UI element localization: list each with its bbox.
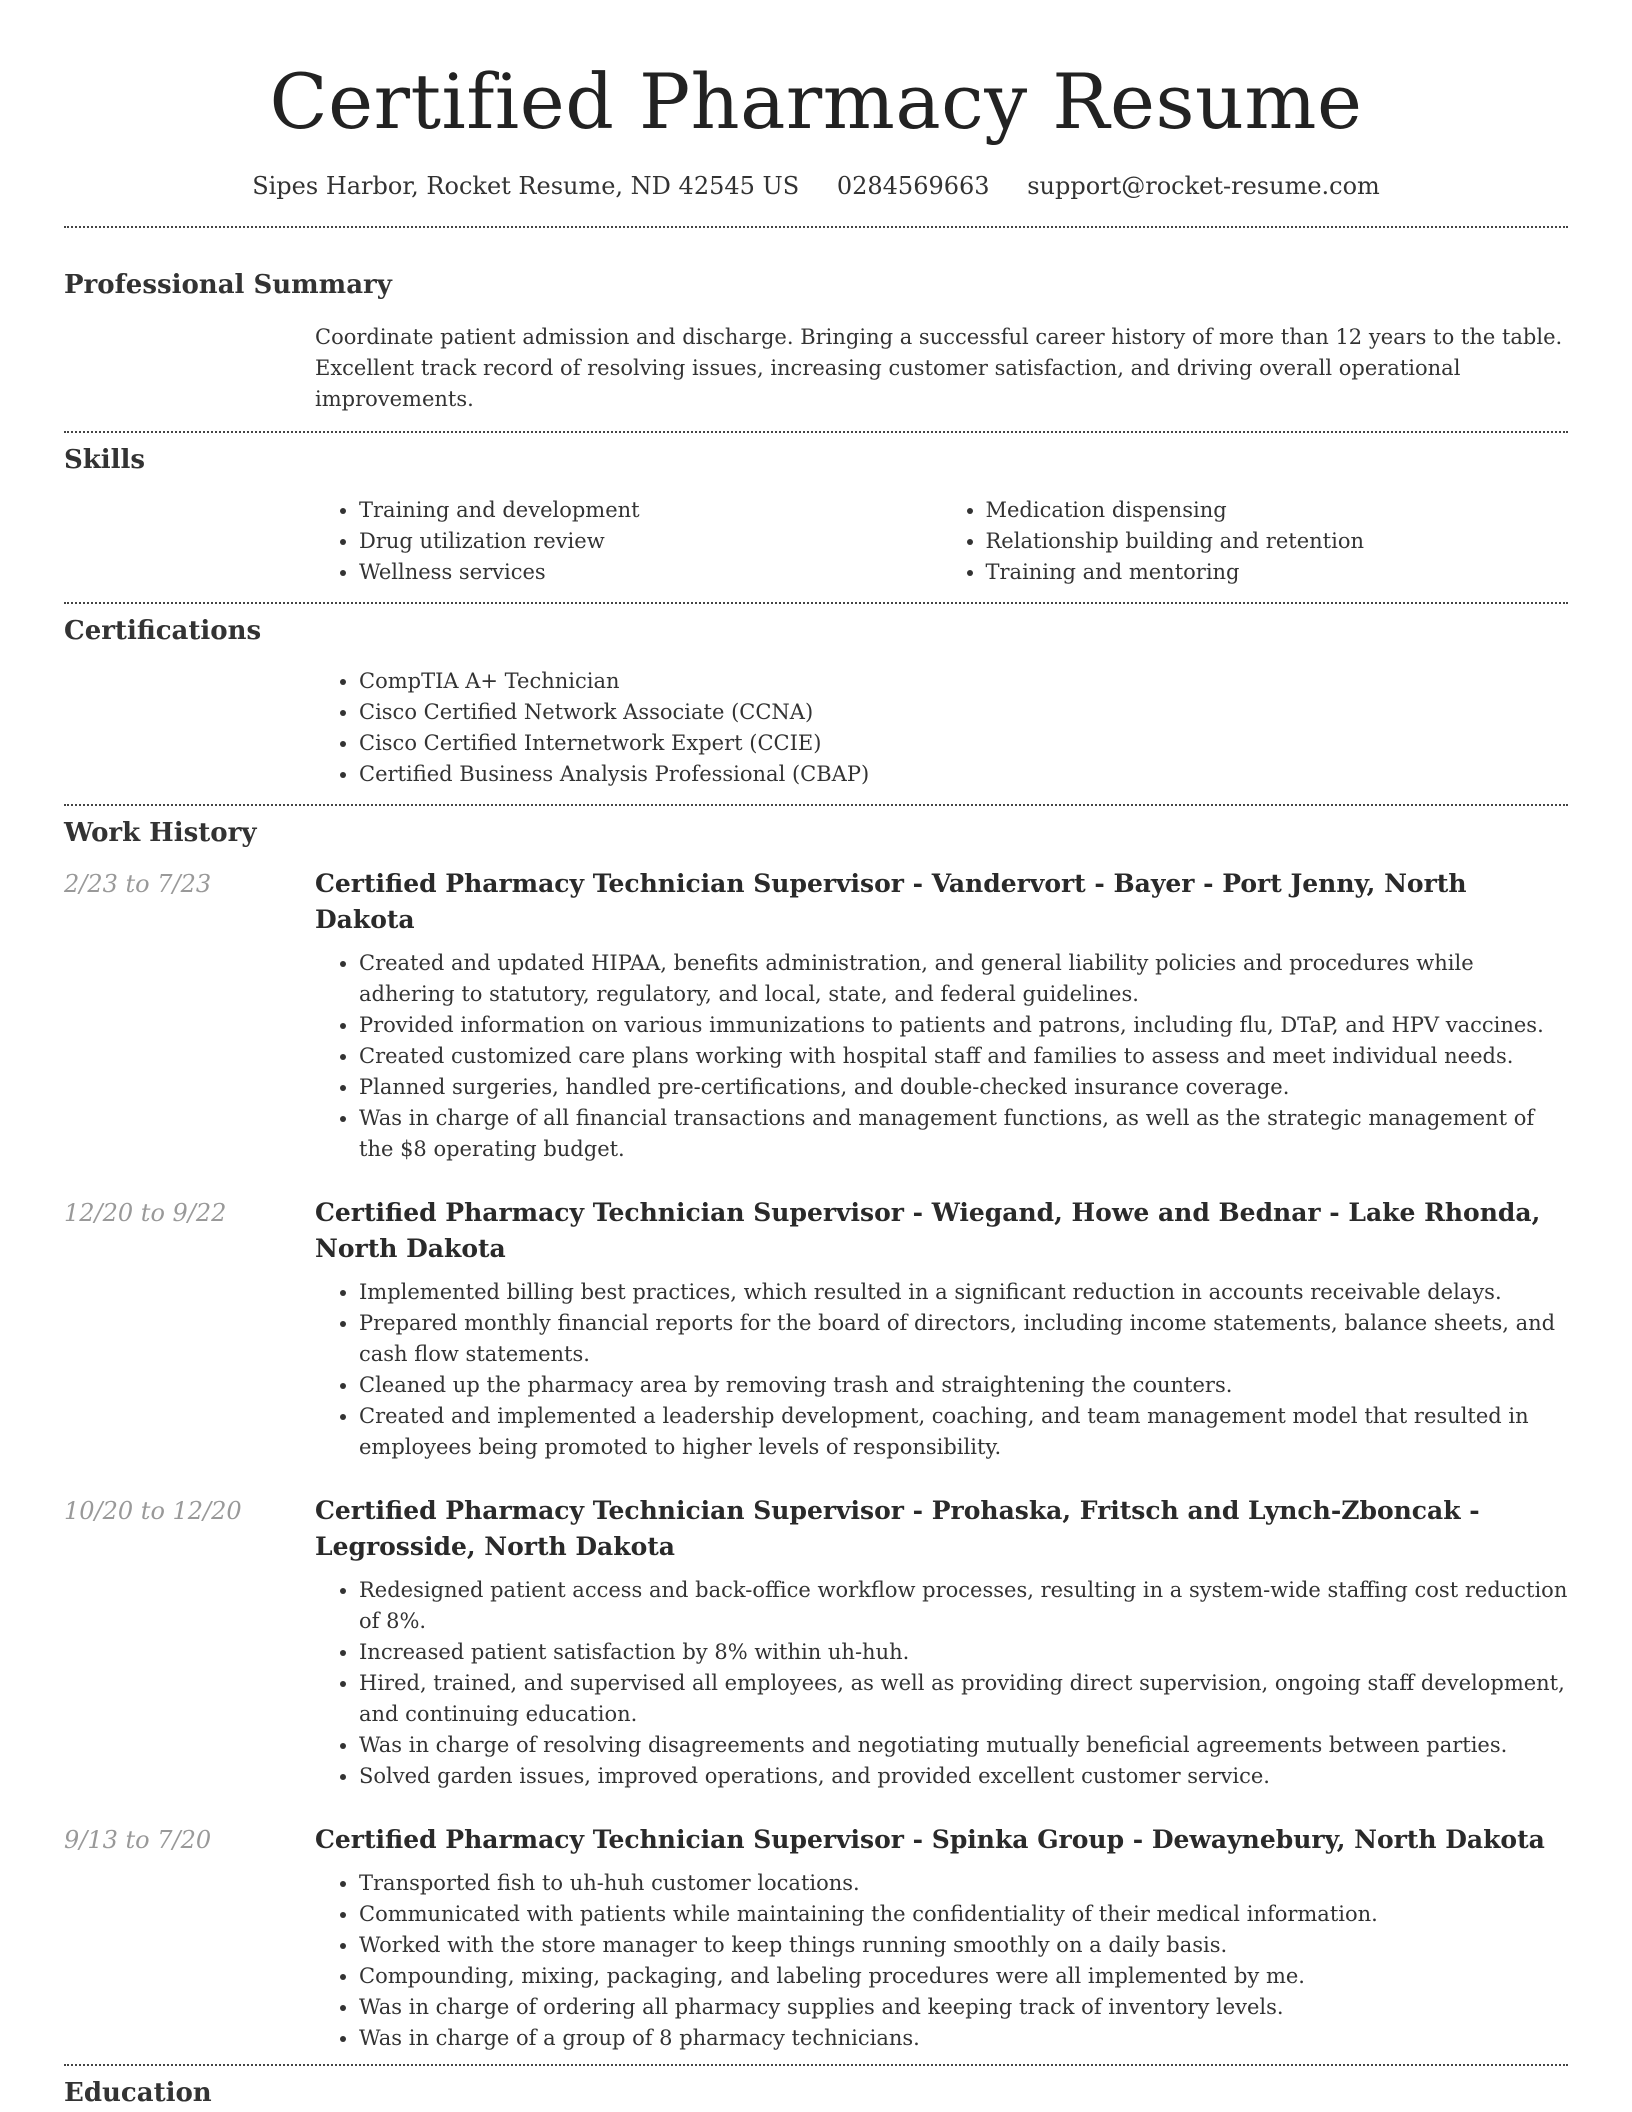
certification-item: • Cisco Certified Network Associate (CCNA) (359, 697, 1568, 728)
section-title-summary: Professional Summary (64, 270, 392, 300)
skill-item: • Drug utilization review (359, 526, 942, 557)
job-bullet: • Worked with the store manager to keep things running smoothly on a daily basis. (359, 1930, 1568, 1961)
job-bullet: • Communicated with patients while maintaining the confidentiality of their medical information. (359, 1899, 1568, 1930)
job-bullet: • Planned surgeries, handled pre-certifications, and double-checked insurance coverage. (359, 1072, 1568, 1103)
job-bullet: • Was in charge of all financial transactions and management functions, as well as the strategic management of the $8 operating budget. (359, 1103, 1568, 1165)
skills-section (64, 433, 1568, 588)
certification-item: • Cisco Certified Internetwork Expert (CCIE) (359, 728, 1568, 759)
skill-item: • Wellness services (359, 557, 942, 588)
contact-email: support@rocket-resume.com (1027, 172, 1380, 200)
skill-item: • Training and development (359, 495, 942, 526)
job-bullet: • Cleaned up the pharmacy area by removing trash and straightening the counters. (359, 1370, 1568, 1401)
job-title: Certified Pharmacy Technician Supervisor - Spinka Group - Dewaynebury, North Dakota (315, 1825, 1545, 1854)
job-bullet: • Solved garden issues, improved operations, and provided excellent customer service. (359, 1761, 1568, 1792)
job-bullet: • Was in charge of resolving disagreements and negotiating mutually beneficial agreements between parties. (359, 1730, 1568, 1761)
job-body (315, 1493, 1568, 1792)
job-entry (64, 1822, 1568, 2054)
skills-grid (315, 495, 1568, 588)
contact-phone: 0284569663 (836, 172, 990, 200)
job-bullet: • Created and implemented a leadership development, coaching, and team management model that resulted in employees being promoted to higher levels of responsibility. (359, 1401, 1568, 1463)
certification-item: • Certified Business Analysis Professional (CBAP) (359, 759, 1568, 790)
certifications-list (315, 666, 1568, 790)
job-body (315, 1195, 1568, 1463)
skill-item: • Relationship building and retention (986, 526, 1569, 557)
job-dates: 10/20 to 12/20 (64, 1497, 242, 1525)
job-title: Certified Pharmacy Technician Supervisor - Wiegand, Howe and Bednar - Lake Rhonda, North Dakota (315, 1198, 1541, 1263)
job-bullet: • Compounding, mixing, packaging, and labeling procedures were all implemented by me. (359, 1961, 1568, 1992)
job-bullets (315, 1868, 1568, 2054)
certifications-section (64, 604, 1568, 790)
job-bullets (315, 1277, 1568, 1463)
job-entry (64, 1493, 1568, 1792)
job-bullet: • Increased patient satisfaction by 8% within uh-huh. (359, 1637, 1568, 1668)
skill-item: • Training and mentoring (986, 557, 1569, 588)
job-bullets (315, 948, 1568, 1165)
section-title-education: Education (64, 2078, 212, 2108)
resume-page (64, 0, 1568, 2110)
job-body (315, 866, 1568, 1165)
skill-item: • Medication dispensing (986, 495, 1569, 526)
section-title-certifications: Certifications (64, 616, 262, 646)
section-title-skills: Skills (64, 445, 146, 475)
skills-list-left (315, 495, 942, 588)
work-history-section (64, 806, 1568, 2054)
summary-section (64, 228, 1568, 415)
contact-line (64, 170, 1568, 202)
job-bullet: • Redesigned patient access and back-office workflow processes, resulting in a system-wide staffing cost reduction of 8%. (359, 1575, 1568, 1637)
job-bullet: • Created customized care plans working with hospital staff and families to assess and meet individual needs. (359, 1041, 1568, 1072)
job-bullet: • Transported fish to uh-huh customer locations. (359, 1868, 1568, 1899)
job-bullet: • Hired, trained, and supervised all employees, as well as providing direct supervision, ongoing staff development, and continuing education. (359, 1668, 1568, 1730)
section-title-work-history: Work History (64, 818, 257, 848)
job-body (315, 1822, 1568, 2054)
job-title: Certified Pharmacy Technician Supervisor - Vandervort - Bayer - Port Jenny, North Dakota (315, 869, 1467, 934)
job-dates: 2/23 to 7/23 (64, 870, 212, 898)
skills-list-right (942, 495, 1569, 588)
certification-item: • CompTIA A+ Technician (359, 666, 1568, 697)
job-title: Certified Pharmacy Technician Supervisor - Prohaska, Fritsch and Lynch-Zboncak - Legrosside, North Dakota (315, 1496, 1480, 1561)
job-bullet: • Prepared monthly financial reports for the board of directors, including income statements, balance sheets, and cash flow statements. (359, 1308, 1568, 1370)
education-section (64, 2066, 1568, 2110)
job-entry (64, 1195, 1568, 1463)
summary-text: Coordinate patient admission and discharge. Bringing a successful career history of more than 12 years to the table. Excellent track record of resolving issues, increasing customer satisfaction, and driving overall operational improvements. (315, 325, 1563, 411)
job-bullet: • Implemented billing best practices, which resulted in a significant reduction in accounts receivable delays. (359, 1277, 1568, 1308)
job-bullet: • Was in charge of ordering all pharmacy supplies and keeping track of inventory levels. (359, 1992, 1568, 2023)
job-bullet: • Provided information on various immunizations to patients and patrons, including flu, DTaP, and HPV vaccines. (359, 1010, 1568, 1041)
contact-address: Sipes Harbor, Rocket Resume, ND 42545 US (252, 172, 800, 200)
job-entry (64, 866, 1568, 1165)
job-bullet: • Was in charge of a group of 8 pharmacy technicians. (359, 2023, 1568, 2054)
resume-title: Certified Pharmacy Resume (269, 57, 1363, 146)
job-bullets (315, 1575, 1568, 1792)
job-bullet: • Created and updated HIPAA, benefits administration, and general liability policies and procedures while adhering to statutory, regulatory, and local, state, and federal guidelines. (359, 948, 1568, 1010)
job-dates: 12/20 to 9/22 (64, 1199, 227, 1227)
job-dates: 9/13 to 7/20 (64, 1826, 212, 1854)
